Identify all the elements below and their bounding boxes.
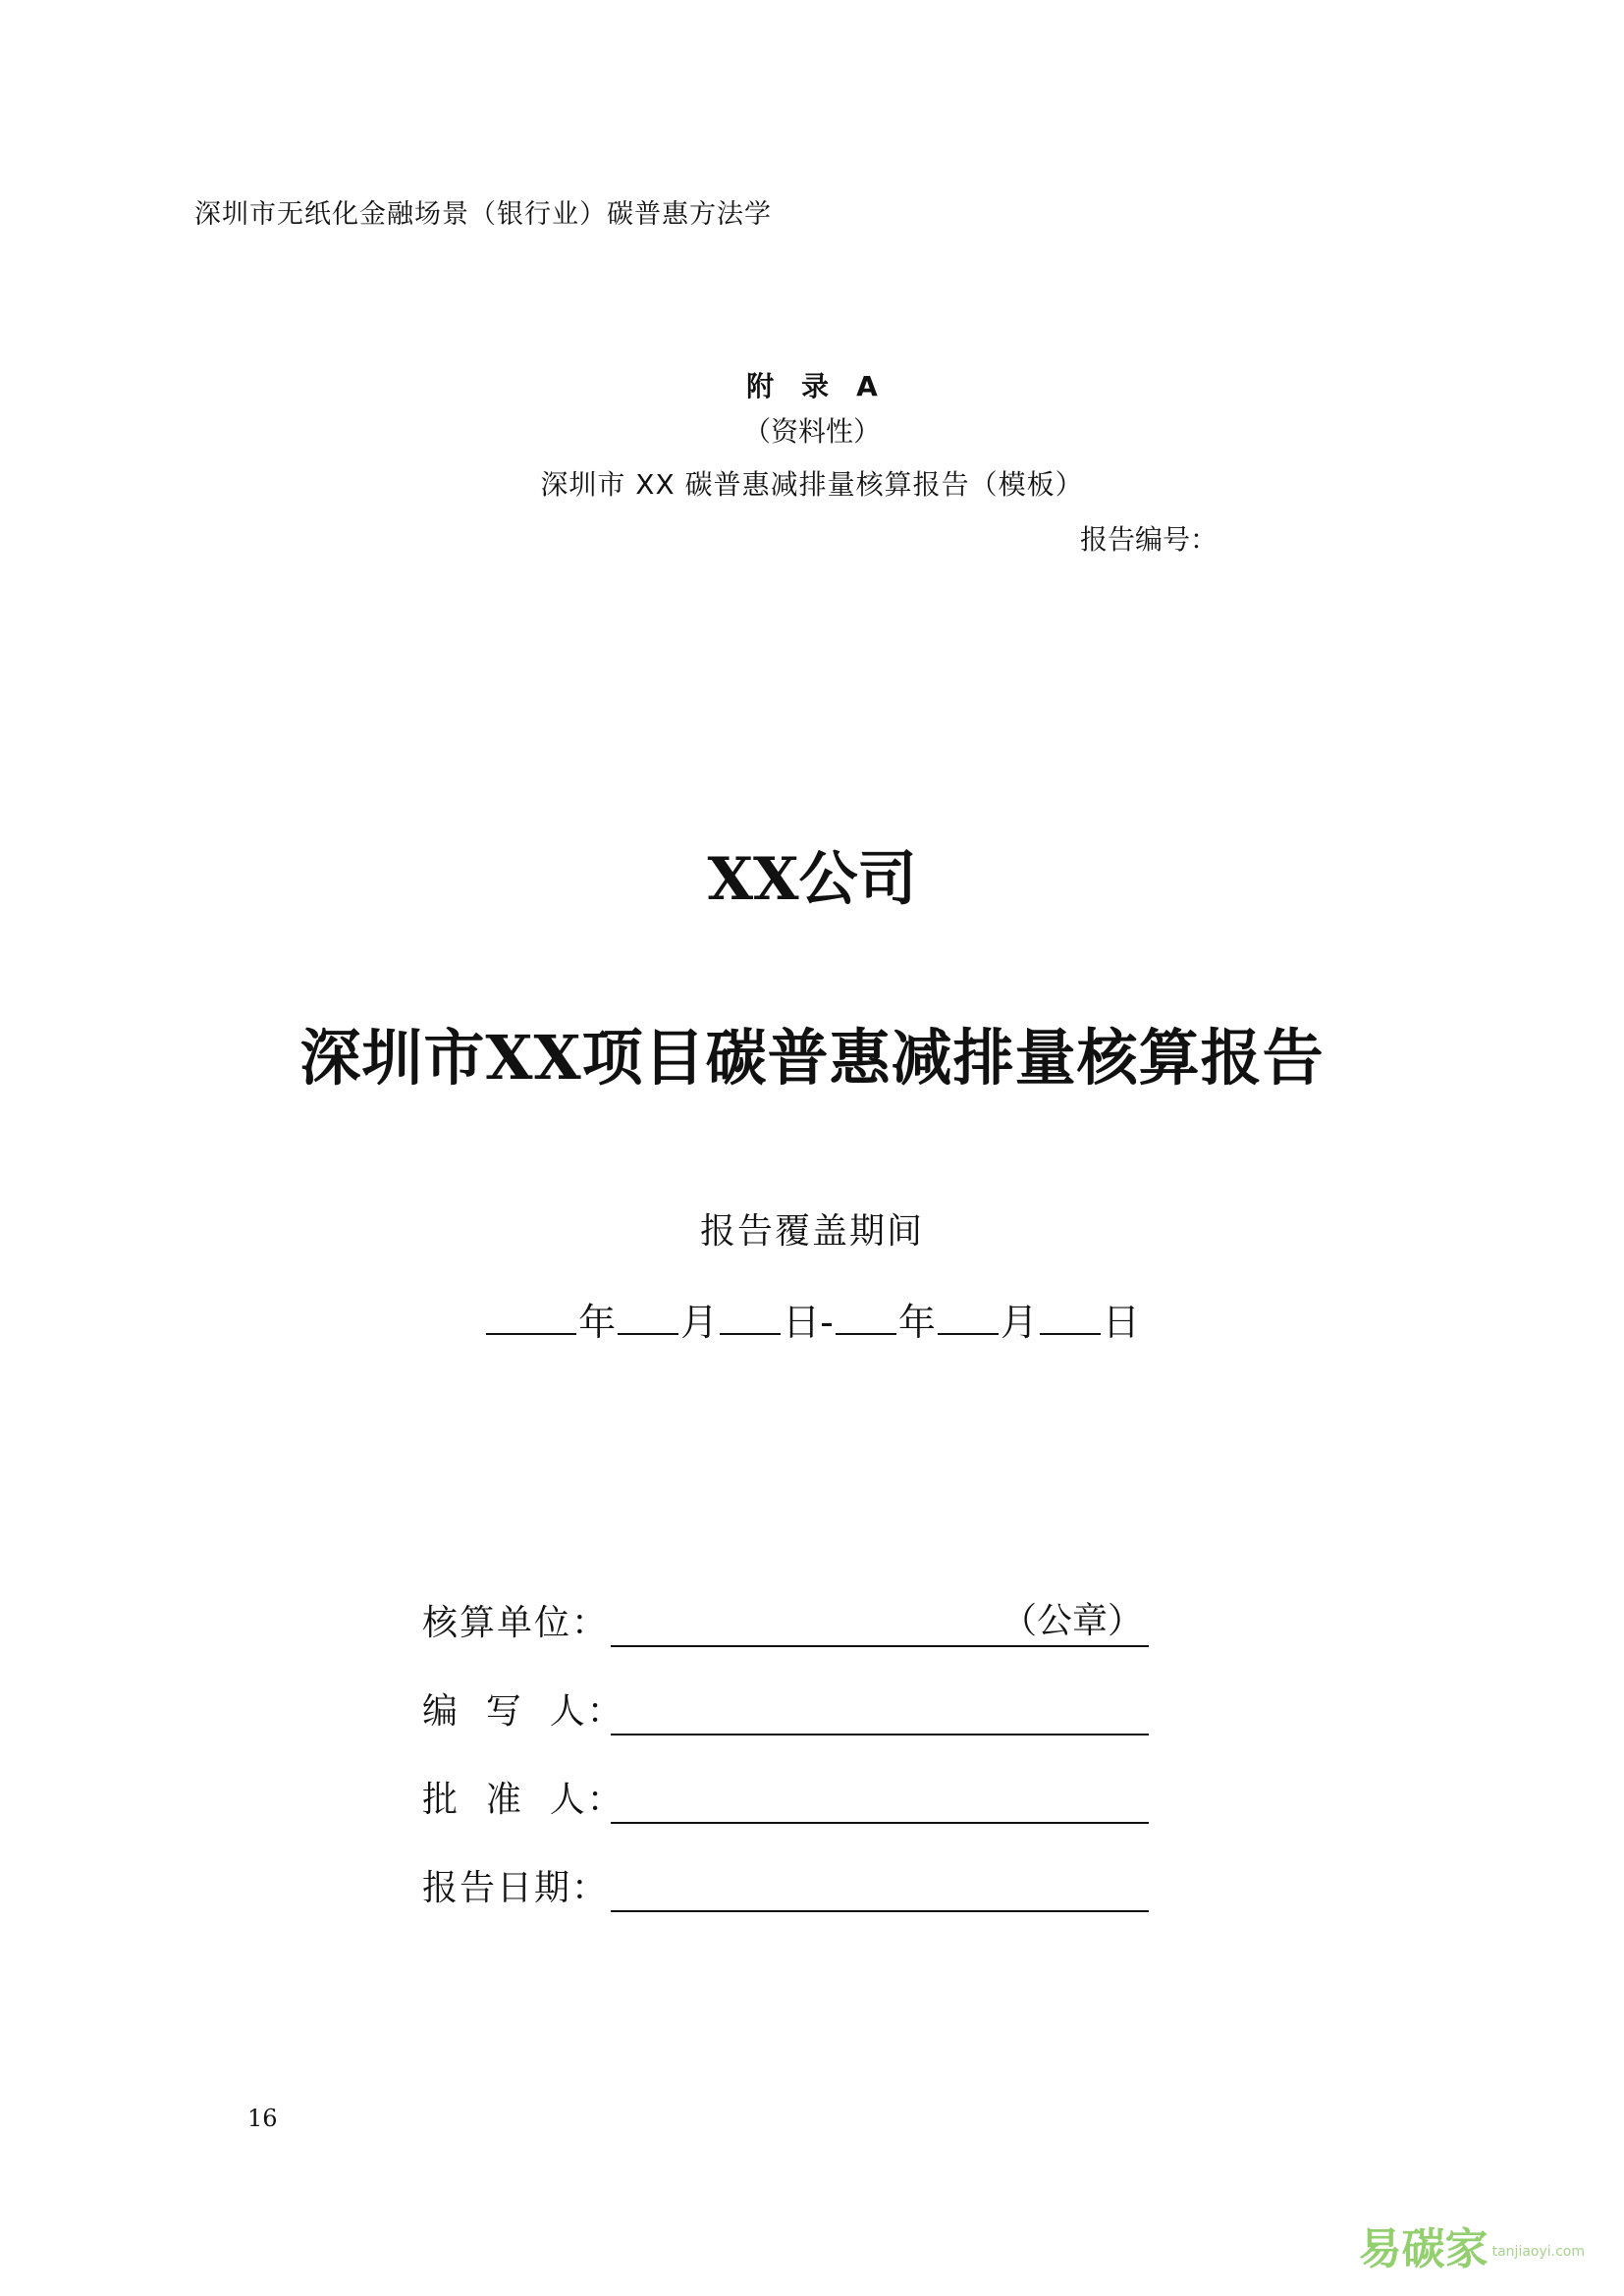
report-date-line xyxy=(611,1871,1149,1912)
watermark-logo xyxy=(1359,2214,1585,2276)
end-day-blank xyxy=(1040,1300,1101,1335)
appendix-type: （资料性） xyxy=(742,415,881,448)
template-title: 深圳市 XX 碳普惠减排量核算报告（模板） xyxy=(540,468,1084,501)
running-header: 深圳市无纸化金融场景（银行业）碳普惠方法学 xyxy=(194,199,772,230)
writer-label: 编 写 人： xyxy=(422,1691,624,1732)
appendix-word-1: 附 xyxy=(746,370,775,402)
period-label: 报告覆盖期间 xyxy=(699,1211,924,1252)
approver-row xyxy=(422,1777,1149,1828)
accounting-unit-label: 核算单位： xyxy=(422,1603,610,1643)
seal-label: （公章） xyxy=(1001,1601,1143,1641)
report-date-row xyxy=(422,1865,1149,1916)
watermark-brand: 易碳家 xyxy=(1358,2224,1489,2274)
start-day-unit: 日 xyxy=(783,1301,821,1344)
company-name: XX公司 xyxy=(707,845,917,914)
end-month-unit: 月 xyxy=(1000,1301,1038,1344)
appendix-letter: A xyxy=(856,370,878,402)
accounting-unit-line xyxy=(611,1601,1149,1647)
approver-line xyxy=(611,1783,1149,1824)
start-year-unit: 年 xyxy=(578,1301,617,1344)
watermark-domain: tanjiaoyi.com xyxy=(1491,2244,1585,2260)
end-year-unit: 年 xyxy=(897,1301,936,1344)
start-day-blank xyxy=(720,1300,781,1335)
range-dash: - xyxy=(820,1301,834,1344)
writer-row xyxy=(422,1688,1149,1739)
appendix-word-2: 录 xyxy=(801,370,830,402)
approver-label: 批 准 人： xyxy=(422,1780,624,1820)
accounting-unit-row xyxy=(422,1600,1149,1651)
writer-line xyxy=(611,1694,1149,1735)
start-month-blank xyxy=(618,1300,678,1335)
page-number: 16 xyxy=(247,2105,278,2132)
period-date-range xyxy=(0,1292,1624,1346)
end-day-unit: 日 xyxy=(1102,1301,1140,1344)
start-month-unit: 月 xyxy=(680,1301,719,1344)
appendix-heading xyxy=(0,365,1624,404)
report-number-label: 报告编号： xyxy=(1080,523,1218,556)
end-month-blank xyxy=(938,1300,999,1335)
report-title: 深圳市XX项目碳普惠减排量核算报告 xyxy=(299,1022,1325,1094)
end-year-blank xyxy=(836,1300,896,1335)
report-date-label: 报告日期： xyxy=(422,1868,610,1908)
start-year-blank xyxy=(486,1300,576,1335)
